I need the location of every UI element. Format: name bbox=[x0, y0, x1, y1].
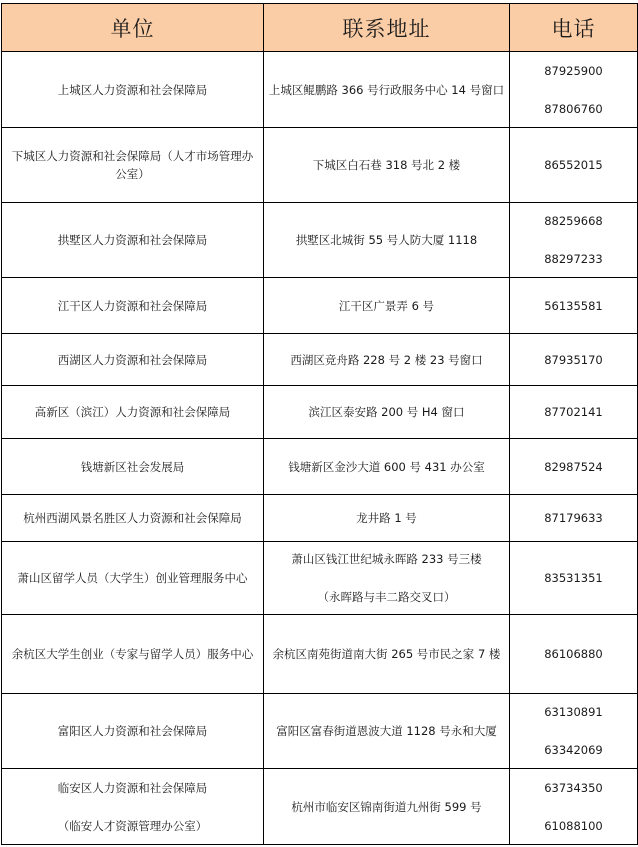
phone-cell-line: 63734350 bbox=[544, 780, 603, 795]
address-cell-line: 下城区白石巷 318 号北 2 楼 bbox=[312, 158, 461, 172]
table-row bbox=[2, 694, 638, 769]
header-row bbox=[2, 4, 638, 52]
table-row bbox=[2, 495, 638, 542]
address-cell bbox=[264, 542, 510, 615]
address-cell bbox=[264, 694, 510, 769]
phone-cell-line: 61088100 bbox=[544, 818, 603, 833]
phone-cell-line: 88259668 bbox=[544, 214, 603, 228]
unit-cell bbox=[2, 542, 264, 615]
unit-cell bbox=[2, 52, 264, 128]
table-row bbox=[2, 542, 638, 615]
address-cell-line: 余杭区南苑街道南大街 265 号市民之家 7 楼 bbox=[272, 647, 501, 661]
unit-cell bbox=[2, 694, 264, 769]
contact-table bbox=[1, 3, 638, 845]
unit-cell-line: 拱墅区人力资源和社会保障局 bbox=[57, 233, 208, 247]
address-cell-line: 龙井路 1 号 bbox=[356, 511, 417, 525]
phone-cell bbox=[510, 439, 638, 495]
phone-cell-line: 87702141 bbox=[544, 405, 603, 419]
unit-cell-line: 杭州西湖风景名胜区人力资源和社会保障局 bbox=[23, 511, 242, 525]
unit-cell-line: 萧山区留学人员（大学生）创业管理服务中心 bbox=[17, 571, 248, 585]
phone-cell bbox=[510, 334, 638, 386]
phone-cell bbox=[510, 542, 638, 615]
phone-cell bbox=[510, 769, 638, 845]
unit-cell-line: 余杭区大学生创业（专家与留学人员）服务中心 bbox=[11, 647, 254, 661]
address-cell bbox=[264, 334, 510, 386]
unit-cell bbox=[2, 203, 264, 278]
phone-cell bbox=[510, 386, 638, 439]
address-cell-line: 江干区广景弄 6 号 bbox=[338, 298, 435, 313]
address-cell bbox=[264, 52, 510, 128]
phone-cell bbox=[510, 615, 638, 694]
table-body bbox=[2, 52, 638, 845]
phone-cell bbox=[510, 128, 638, 203]
address-cell-line: 西湖区竞舟路 228 号 2 楼 23 号窗口 bbox=[290, 352, 483, 367]
unit-cell bbox=[2, 439, 264, 495]
phone-cell bbox=[510, 203, 638, 278]
phone-cell bbox=[510, 52, 638, 128]
unit-cell bbox=[2, 769, 264, 845]
phone-cell-line: 88297233 bbox=[544, 252, 603, 266]
unit-cell-line: （临安人才资源管理办公室） bbox=[57, 818, 208, 833]
header-address: 联系地址 bbox=[264, 4, 510, 52]
phone-cell-line: 86106880 bbox=[544, 647, 603, 661]
unit-cell-line: 临安区人力资源和社会保障局 bbox=[57, 780, 208, 795]
unit-cell-line: 江干区人力资源和社会保障局 bbox=[57, 298, 208, 313]
table-row bbox=[2, 52, 638, 128]
phone-cell-line: 87179633 bbox=[544, 511, 603, 525]
phone-cell-line: 83531351 bbox=[544, 571, 603, 585]
address-cell-line: 滨江区泰安路 200 号 H4 窗口 bbox=[308, 405, 465, 419]
table-row bbox=[2, 278, 638, 334]
table-row bbox=[2, 386, 638, 439]
phone-cell-line: 63130891 bbox=[544, 705, 603, 719]
phone-cell-line: 86552015 bbox=[544, 158, 603, 172]
table-row bbox=[2, 203, 638, 278]
unit-cell bbox=[2, 334, 264, 386]
phone-cell bbox=[510, 278, 638, 334]
address-cell-line: 上城区鲲鹏路 366 号行政服务中心 14 号窗口 bbox=[268, 82, 505, 97]
address-cell bbox=[264, 615, 510, 694]
address-cell bbox=[264, 278, 510, 334]
table-row bbox=[2, 439, 638, 495]
phone-cell-line: 87806760 bbox=[544, 101, 603, 116]
unit-cell bbox=[2, 615, 264, 694]
address-cell-line: 萧山区钱江世纪城永晖路 233 号三楼 bbox=[291, 552, 482, 566]
phone-cell-line: 87925900 bbox=[544, 63, 603, 78]
phone-cell-line: 87935170 bbox=[544, 352, 603, 367]
address-cell-line: （永晖路与丰二路交叉口） bbox=[317, 590, 456, 604]
table-row bbox=[2, 615, 638, 694]
phone-cell-line: 82987524 bbox=[544, 459, 603, 474]
address-cell bbox=[264, 203, 510, 278]
address-cell-line: 富阳区富春街道恩波大道 1128 号永和大厦 bbox=[276, 724, 497, 738]
address-cell bbox=[264, 769, 510, 845]
phone-cell-line: 56135581 bbox=[544, 298, 603, 313]
header-phone: 电话 bbox=[510, 4, 638, 52]
address-cell-line: 钱塘新区金沙大道 600 号 431 办公室 bbox=[288, 459, 485, 474]
unit-cell-line: 钱塘新区社会发展局 bbox=[80, 459, 185, 474]
unit-cell-line: 上城区人力资源和社会保障局 bbox=[57, 82, 208, 97]
unit-cell bbox=[2, 386, 264, 439]
table-row bbox=[2, 334, 638, 386]
phone-cell bbox=[510, 495, 638, 542]
address-cell-line: 杭州市临安区锦南街道九州街 599 号 bbox=[291, 799, 482, 814]
header-unit: 单位 bbox=[2, 4, 264, 52]
unit-cell bbox=[2, 495, 264, 542]
unit-cell bbox=[2, 278, 264, 334]
unit-cell-line: 公室） bbox=[115, 167, 150, 181]
address-cell bbox=[264, 439, 510, 495]
unit-cell-line: 富阳区人力资源和社会保障局 bbox=[57, 724, 208, 738]
table-row bbox=[2, 128, 638, 203]
unit-cell-line: 西湖区人力资源和社会保障局 bbox=[57, 352, 208, 367]
address-cell bbox=[264, 386, 510, 439]
unit-cell bbox=[2, 128, 264, 203]
address-cell-line: 拱墅区北城街 55 号人防大厦 1118 bbox=[295, 233, 478, 247]
phone-cell bbox=[510, 694, 638, 769]
phone-cell-line: 63342069 bbox=[544, 743, 603, 757]
unit-cell-line: 下城区人力资源和社会保障局（人才市场管理办 bbox=[11, 149, 254, 163]
table-row bbox=[2, 769, 638, 845]
address-cell bbox=[264, 495, 510, 542]
unit-cell-line: 高新区（滨江）人力资源和社会保障局 bbox=[34, 405, 231, 419]
address-cell bbox=[264, 128, 510, 203]
